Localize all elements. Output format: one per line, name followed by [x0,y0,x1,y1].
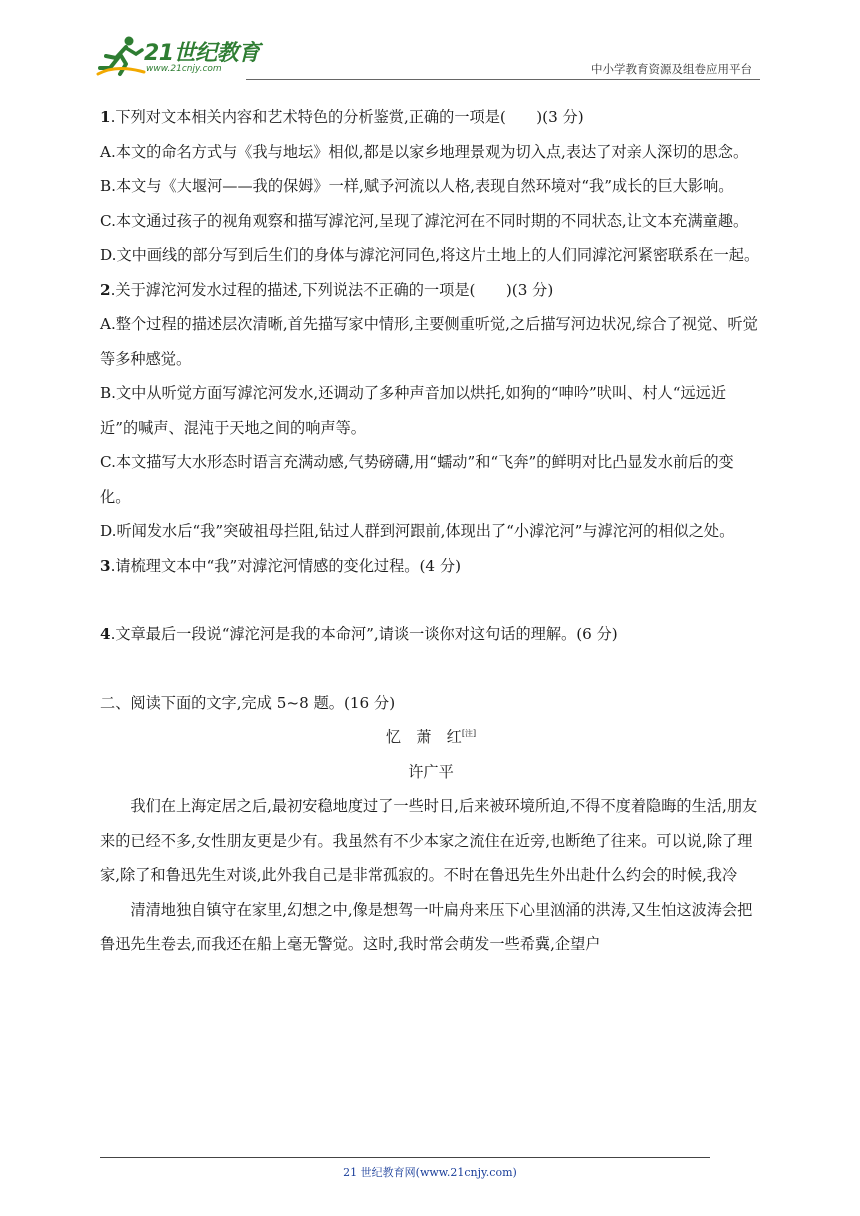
option-d: D.文中画线的部分写到后生们的身体与滹沱河同色,将这片土地上的人们同滹沱河紧密联系在一起。 [100,246,760,264]
question-stem: 4.文章最后一段说“滹沱河是我的本命河”,请谈一谈你对这句话的理解。(6 分) [100,625,618,643]
page-footer[interactable]: 21 世纪教育网(www.21cnjy.com) [343,1166,517,1179]
logo-url: www.21cnjy.com [146,64,222,74]
section-heading: 二、阅读下面的文字,完成 5~8 题。(16 分) [100,693,396,712]
article-author: 许广平 [408,762,454,781]
platform-name: 中小学教育资源及组卷应用平台 [591,62,752,76]
question-stem: 3.请梳理文本中“我”对滹沱河情感的变化过程。(4 分) [100,556,462,575]
question-stem: 2.关于滹沱河发水过程的描述,下列说法不正确的一项是( )(3 分) [100,280,554,299]
article-paragraph: 清清地独自镇守在家里,幻想之中,像是想驾一叶扁舟来压下心里汹涌的洪涛,又生怕这波涛会把鲁迅先生卷去,而我还在船上毫无警觉。这时,我时常会萌发一些希冀,企望户 [100,900,753,953]
question-number: 1 [100,108,111,126]
option-b: B.本文与《大堰河——我的保姆》一样,赋予河流以人格,表现自然环境对“我”成长的巨大影响。 [100,177,734,195]
question-4 [100,617,762,652]
site-logo[interactable] [96,34,260,78]
option-b: B.文中从听觉方面写滹沱河发水,还调动了多种声音加以烘托,如狗的“呻吟”吠叫、村人“远远近近”的喊声、混沌于天地之间的响声等。 [100,384,727,437]
option-d: D.听闻发水后“我”突破祖母拦阻,钻过人群到河跟前,体现出了“小滹沱河”与滹沱河的相似之处。 [100,522,735,540]
article-paragraph: 我们在上海定居之后,最初安稳地度过了一些时日,后来被环境所迫,不得不度着隐晦的生活,朋友来的已经不多,女性朋友更是少有。我虽然有不少本家之流住在近旁,也断绝了往来。可以说,除了理家,除了和鲁迅先生对谈,此外我自己是非常孤寂的。不时在鲁迅先生外出赴什么约会的时候,我冷 [100,797,758,884]
option-c: C.本文通过孩子的视角观察和描写滹沱河,呈现了滹沱河在不同时期的不同状态,让文本充满童趣。 [100,211,749,230]
answer-space [100,583,762,617]
running-figure-logo-icon [96,34,146,78]
option-c: C.本文描写大水形态时语言充满动感,气势磅礴,用“蠕动”和“飞奔”的鲜明对比凸显发水前后的变化。 [100,453,734,506]
option-a: A.整个过程的描述层次清晰,首先描写家中情形,主要侧重听觉,之后描写河边状况,综合了视觉、听觉等多种感觉。 [100,315,758,368]
footer-divider [100,1157,710,1158]
document-body [100,100,762,962]
title-note: [注] [461,728,477,738]
question-2 [100,273,762,549]
question-stem: 1.下列对文本相关内容和艺术特色的分析鉴赏,正确的一项是( )(3 分) [100,108,584,126]
question-number: 4 [100,625,111,643]
option-a: A.本文的命名方式与《我与地坛》相似,都是以家乡地理景观为切入点,表达了对亲人深切的思念。 [100,142,749,161]
question-3 [100,549,762,584]
question-number: 3 [100,556,111,575]
logo-text: 21世纪教育 [144,41,260,66]
page-header [96,30,760,80]
header-divider [246,79,760,80]
question-number: 2 [100,280,111,299]
question-1 [100,100,762,273]
answer-space [100,652,762,686]
article-title: 忆 萧 红[注] [385,728,477,746]
